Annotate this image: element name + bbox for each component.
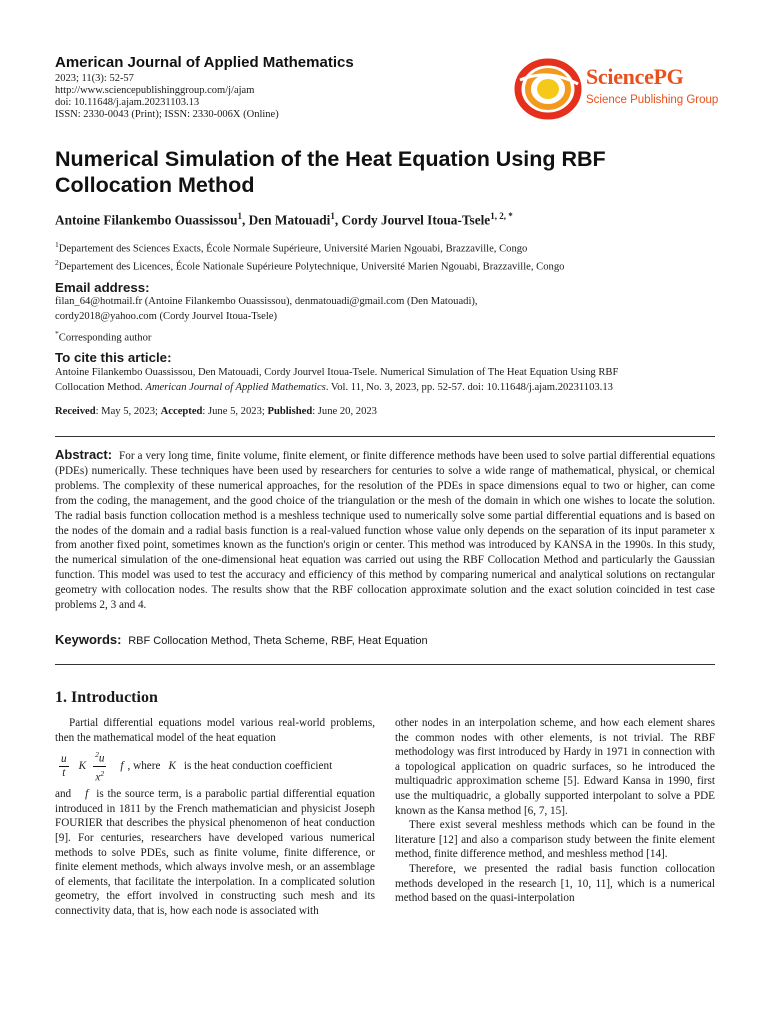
heat-equation <box>55 747 375 785</box>
paragraph: Therefore, we presented the radial basis function collocation methods developed in the research [1, 10, 11], which is a numerical method based on the quasi-interpolation <box>395 862 715 905</box>
affiliation-sup: 2 <box>55 258 59 267</box>
published-label: Published <box>267 406 313 417</box>
text: is the source term, is a parabolic partial differential equation introduced in 1811 by the French mathematician and physicist Joseph FOURIER that describes the physical phenomenon of heat conduction [9]. For centuries, researchers have developed various numerical methods to solve PDEs, such as finite volume, finite difference, or finite element methods, which always involve mesh, or an assemblage of elements, that facilitate the interpolation. In a complicated solution geometry, the effort involved in constructing such mesh and its connectivity data, that is, how each node is associated with <box>55 788 375 917</box>
eq-exponent: 2 <box>95 749 99 759</box>
author-separator: , <box>242 212 249 228</box>
keywords <box>55 632 428 647</box>
author-sup: 1, 2, * <box>490 211 513 221</box>
logo-name: SciencePG <box>586 64 684 89</box>
divider <box>55 436 715 437</box>
cite-line: Antoine Filankembo Ouassissou, Den Matouadi, Cordy Jourvel Itoua-Tsele. Numerical Simulation of The Heat Equation Using RBF <box>55 367 619 378</box>
divider <box>55 664 715 665</box>
abstract <box>55 448 715 613</box>
accepted-label: Accepted <box>160 406 203 417</box>
corresponding-sup: * <box>55 329 59 338</box>
fraction <box>59 753 69 780</box>
publisher-logo <box>514 58 719 118</box>
author-name: Antoine Filankembo Ouassissou <box>55 212 238 228</box>
journal-issn: ISSN: 2330-0043 (Print); ISSN: 2330-006X (Online) <box>55 109 279 120</box>
cite-line <box>55 381 613 395</box>
text: and <box>55 788 72 801</box>
received-label: Received <box>55 406 96 417</box>
corresponding-author <box>55 327 151 346</box>
sciencepg-swirl-icon <box>514 58 584 120</box>
affiliation <box>55 258 564 273</box>
eq-source: f <box>120 759 124 772</box>
author-separator: , <box>334 212 342 228</box>
abstract-text: For a very long time, finite volume, finite element, or finite difference methods have been used to solve partial differential equations (PDEs) numerically. These techniques have been used by researchers for centuries to solve a wide range of mathematical, physical, or chemical problems. The complexity of these numerical approaches, for the resolution of the PDEs in space dimensions equal to two or higher, can come from the coding, the management, and the good choice of the triangulation or the mesh of the domain in which one wishes to locate the solution. The radial basis function collocation method is a meshless technique used to numerically solve some partial differential equations and is based on the nodes of the domain and a radial basis function is a real-valued function whose value only depends on the separation of its input parameter x from another fixed point, sometimes known as the function's origin or center. This method was introduced by KANSA in the 1990s. In this study, the numerical simulation of the one-dimensional heat equation was carried out using the RBF Collocation Method and particularly the Gaussian function. This model was used to test the accuracy and efficiency of this method by comparing numerical and analytical solutions on rectangular geometry with collocation nodes. The results show that the RBF collocation approximate solution and the exact solution coincided in test case problems 2, 3 and 4. <box>55 450 715 612</box>
affiliation-text: Departement des Sciences Exacts, École Normale Supérieure, Université Marien Ngouabi, Brazzaville, Congo <box>58 243 528 255</box>
eq-source: f <box>85 788 89 801</box>
section-heading: 1. Introduction <box>55 689 158 706</box>
affiliation-sup: 1 <box>55 240 59 249</box>
author-name: Cordy Jourvel Itoua-Tsele <box>341 212 491 228</box>
keywords-text: RBF Collocation Method, Theta Scheme, RBF, Heat Equation <box>128 635 428 647</box>
email-line[interactable]: cordy2018@yahoo.com (Cordy Jourvel Itoua-Tsele) <box>55 311 278 322</box>
volume-line: 2023; 11(3): 52-57 <box>55 73 134 84</box>
published-date: : June 20, 2023 <box>312 406 377 417</box>
accepted-date: : June 5, 2023; <box>202 406 268 417</box>
eq-exponent: 2 <box>100 768 105 778</box>
paper-title: Numerical Simulation of the Heat Equation Using RBF Collocation Method <box>55 147 606 197</box>
author-list <box>55 211 513 228</box>
journal-url[interactable]: http://www.sciencepublishinggroup.com/j/ajam <box>55 85 255 96</box>
eq-coefficient: K <box>168 759 176 772</box>
eq-text: , where <box>127 759 161 772</box>
eq-coefficient: K <box>78 759 87 772</box>
affiliation <box>55 240 527 255</box>
right-column <box>395 716 715 906</box>
author-sup: 1 <box>330 211 335 221</box>
journal-title: American Journal of Applied Mathematics <box>55 54 354 71</box>
fraction <box>93 748 106 784</box>
paragraph: other nodes in an interpolation scheme, and how each element shares the common nodes with other elements, is not trivial. The RBF methodology was first introduced by Hardy in 1971 in connection with a topological application on quadric surfaces, so he introduced the multiquadric approximation scheme [5]. Edward Kansa in 1990, first use the multiquadric, a globally supported interpolant to solve a PDE known as the Kansa method [6, 7, 15]. <box>395 717 715 817</box>
received-date: : May 5, 2023; <box>95 406 161 417</box>
email-heading: Email address: <box>55 280 150 295</box>
eq-denominator: x <box>95 771 101 784</box>
corresponding-text: Corresponding author <box>58 332 152 344</box>
keywords-label: Keywords: <box>55 632 122 647</box>
eq-denominator: t <box>62 766 66 779</box>
eq-numerator: u <box>61 752 67 765</box>
paragraph: Partial differential equations model various real-world problems, then the mathematical model of the heat equation <box>55 717 375 744</box>
cite-journal: American Journal of Applied Mathematics <box>145 382 326 393</box>
author-name: Den Matouadi <box>248 212 331 228</box>
eq-text: is the heat conduction coefficient <box>183 759 333 772</box>
article-dates <box>55 405 377 419</box>
author-sup: 1 <box>237 211 243 221</box>
paragraph <box>55 787 375 918</box>
affiliation-text: Departement des Licences, École Nationale Supérieure Polytechnique, Université Marien Ngouabi, Brazzaville, Congo <box>58 261 565 273</box>
cite-text: . Vol. 11, No. 3, 2023, pp. 52-57. doi: 10.11648/j.ajam.20231103.13 <box>325 382 613 393</box>
eq-numerator: u <box>98 752 105 765</box>
paragraph: There exist several meshless methods which can be found in the literature [12] and also a comparison study between the finite element method, finite difference method, and meshless method [14]. <box>395 819 715 861</box>
email-line[interactable]: filan_64@hotmail.fr (Antoine Filankembo Ouassissou), denmatouadi@gmail.com (Den Matouadi), <box>55 296 478 307</box>
abstract-label: Abstract: <box>55 447 113 462</box>
logo-subtitle: Science Publishing Group <box>586 94 719 106</box>
cite-heading: To cite this article: <box>55 350 172 365</box>
left-column <box>55 716 375 919</box>
cite-text: Collocation Method. <box>55 382 146 393</box>
journal-doi: doi: 10.11648/j.ajam.20231103.13 <box>55 97 200 108</box>
